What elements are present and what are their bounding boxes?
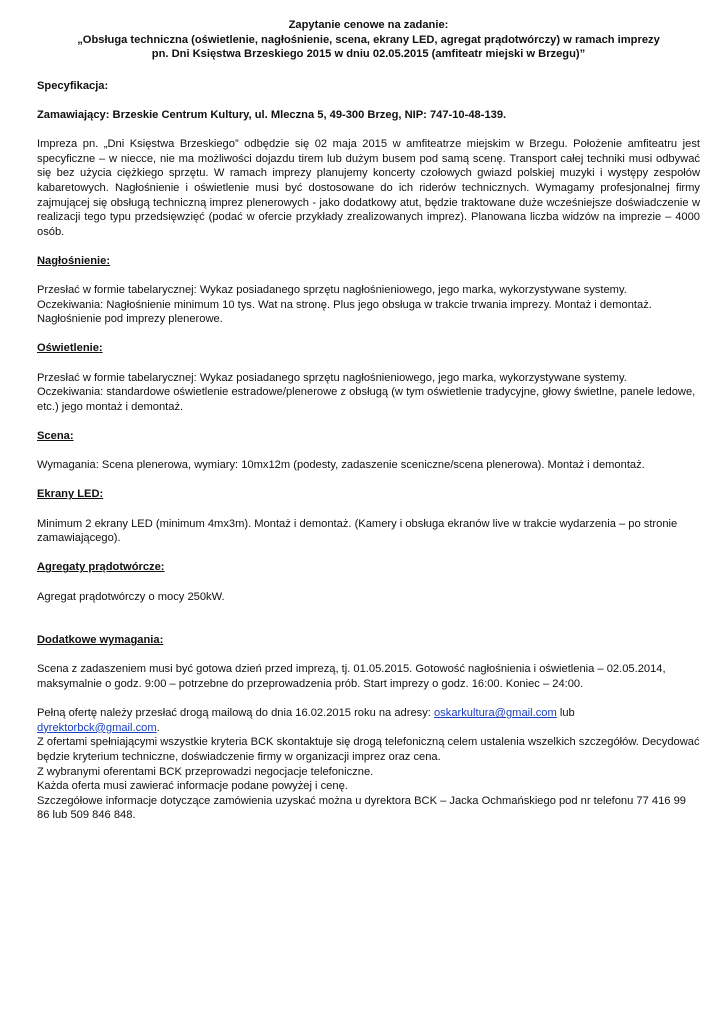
title-line-2: „Obsługa techniczna (oświetlenie, nagłośnienie, scena, ekrany LED, agregat prądotwórczy) w ramach imprezy (77, 33, 660, 46)
document-page (37, 18, 700, 823)
extra-text: Scena z zadaszeniem musi być gotowa dzień przed imprezą, tj. 01.05.2015. Gotowość nagłośnienia i oświetlenia – 02.05.2014, maksymalnie o godz. 9:00 – potrzebne do przeprowadzenia prób. Start imprezy o godz. 16:00. Koniec – 24:00. (37, 663, 666, 690)
negotiation-text: Z wybranymi oferentami BCK przeprowadzi negocjacje telefoniczne. (37, 765, 374, 778)
extra-heading: Dodatkowe wymagania: (37, 634, 164, 647)
offer-content-text: Każda oferta musi zawierać informacje podane powyżej i cenę. (37, 780, 348, 793)
offer-suffix: . (156, 721, 160, 734)
generators-text: Agregat prądotwórczy o mocy 250kW. (37, 590, 225, 603)
lighting-line-2: Oczekiwania: standardowe oświetlenie estradowe/plenerowe z obsługą (w tym oświetlenie tradycyjne, głowy świetlne, panele ledowe, etc.) jego montaż i demontaż. (37, 386, 696, 413)
offer-mid: lub (556, 707, 575, 720)
details-contact-text: Szczegółowe informacje dotyczące zamówienia uzyskać można u dyrektora BCK – Jacka Ochmańskiego pod nr telefonu 77 416 99 86 lub 509 846 848. (37, 794, 686, 822)
led-text: Minimum 2 ekrany LED (minimum 4mx3m). Montaż i demontaż. (Kamery i obsługa ekranów live w trakcie wydarzenia – po stronie zamawiającego). (37, 517, 678, 545)
sound-heading: Nagłośnienie: (37, 254, 111, 267)
orderer-line: Zamawiający: Brzeskie Centrum Kultury, ul. Mleczna 5, 49-300 Brzeg, NIP: 747-10-48-139. (37, 108, 507, 121)
stage-heading: Scena: (37, 430, 74, 443)
lighting-heading: Oświetlenie: (37, 342, 103, 355)
stage-text: Wymagania: Scena plenerowa, wymiary: 10mx12m (podesty, zadaszenie sceniczne/scena plenerowa). Montaż i demontaż. (37, 459, 645, 472)
offer-line (37, 706, 700, 735)
document-title (37, 18, 700, 62)
email-link-oskarkultura[interactable]: oskarkultura@gmail.com (433, 707, 557, 720)
lighting-line-1: Przesłać w formie tabelarycznej: Wykaz posiadanego sprzętu nagłośnieniowego, jego marka, wykorzystywane systemy. (37, 371, 627, 384)
contact-criteria-text: Z ofertami spełniającymi wszystkie kryteria BCK skontaktuje się drogą telefoniczną celem ustalenia wszelkich szczegółów. Decydować będzie kryterium techniczne, doświadczenie firmy w organizacji imprez oraz cena. (37, 736, 700, 763)
sound-line-2: Oczekiwania: Nagłośnienie minimum 10 tys. Wat na stronę. Plus jego obsługa w trakcie trwania imprezy. Montaż i demontaż. (37, 298, 652, 311)
sound-line-3: Nagłośnienie pod imprezy plenerowe. (37, 313, 223, 326)
spec-heading: Specyfikacja: (37, 79, 109, 92)
title-line-3: pn. Dni Księstwa Brzeskiego 2015 w dniu 02.05.2015 (amfiteatr miejski w Brzegu)” (151, 48, 586, 61)
generators-heading: Agregaty prądotwórcze: (37, 561, 165, 574)
led-heading: Ekrany LED: (37, 488, 104, 501)
sound-line-1: Przesłać w formie tabelarycznej: Wykaz posiadanego sprzętu nagłośnieniowego, jego marka, wykorzystywane systemy. (37, 284, 627, 297)
offer-prefix: Pełną ofertę należy przesłać drogą mailową do dnia 16.02.2015 roku na adresy: (37, 707, 434, 720)
title-line-1: Zapytanie cenowe na zadanie: (288, 19, 449, 31)
intro-paragraph: Impreza pn. „Dni Księstwa Brzeskiego” odbędzie się 02 maja 2015 w amfiteatrze miejskim w Brzegu. Położenie amfiteatru jest specyficzne – w niecce, nie ma możliwości dojazdu tirem lub dużym busem pod samą scenę. Transport całej techniki musi odbywać się bez użycia ciężkiego sprzętu. W ramach imprezy planujemy koncerty czołowych gwiazd polskiej muzyki i występy zespołów kabaretowych. Nagłośnienie i oświetlenie musi być dostosowane do ich riderów technicznych. Wymagamy profesjonalnej firmy zajmującej się obsługą techniczną imprez plenerowych - jako dodatkowy atut, będzie traktowane duże wcześniejsze doświadczenie w realizacji tego typu przedsięwzięć (podać w ofercie przykłady zrealizowanych imprez). Planowana liczba widzów na imprezie – 4000 osób. (37, 138, 700, 238)
email-link-dyrektorbck[interactable]: dyrektorbck@gmail.com (37, 721, 157, 734)
